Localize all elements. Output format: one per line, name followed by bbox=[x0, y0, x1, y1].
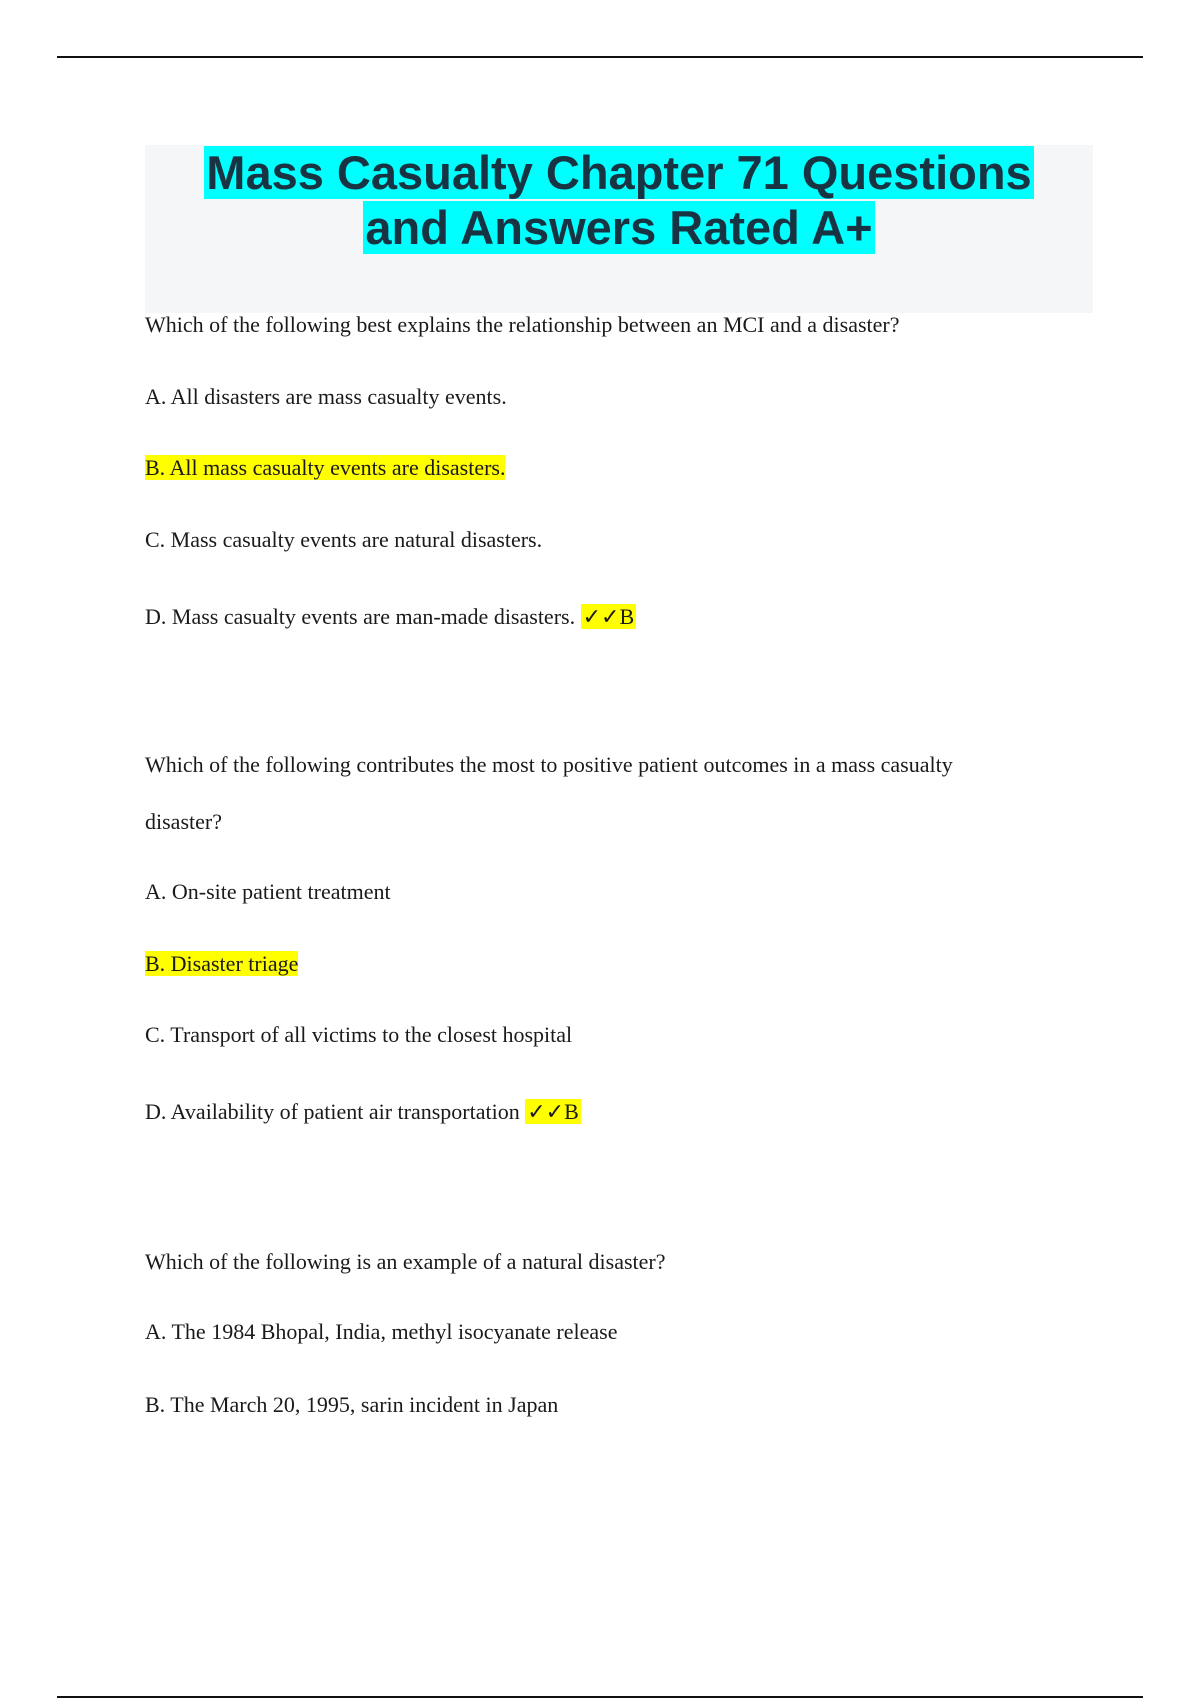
question-1-option-b bbox=[145, 454, 505, 482]
bottom-rule bbox=[57, 1696, 1143, 1698]
double-check-icon: ✓✓ bbox=[582, 605, 620, 630]
document-title bbox=[145, 145, 1093, 255]
answer-letter: B bbox=[564, 1099, 579, 1124]
question-1-option-c: C. Mass casualty events are natural disasters. bbox=[145, 527, 543, 552]
correct-answer-highlight: B. All mass casualty events are disasters. bbox=[145, 455, 506, 480]
question-2-option-a: A. On-site patient treatment bbox=[145, 879, 391, 904]
question-1-option-d bbox=[145, 603, 636, 632]
answer-letter: B bbox=[619, 604, 635, 629]
question-2-prompt-line-2: disaster? bbox=[145, 809, 222, 834]
answer-key bbox=[581, 604, 637, 629]
double-check-icon: ✓✓ bbox=[527, 1100, 565, 1125]
answer-key bbox=[525, 1099, 581, 1124]
title-line-1: Mass Casualty Chapter 71 Questions bbox=[206, 146, 1032, 199]
top-rule bbox=[57, 56, 1143, 58]
question-1-prompt: Which of the following best explains the relationship between an MCI and a disaster? bbox=[145, 312, 900, 337]
question-1-option-a: A. All disasters are mass casualty events. bbox=[145, 384, 507, 409]
question-3-option-a: A. The 1984 Bhopal, India, methyl isocyanate release bbox=[145, 1319, 618, 1344]
question-2-option-c: C. Transport of all victims to the closest hospital bbox=[145, 1022, 573, 1047]
title-line-2: and Answers Rated A+ bbox=[365, 201, 873, 254]
question-3-prompt: Which of the following is an example of a natural disaster? bbox=[145, 1249, 666, 1274]
correct-answer-highlight: B. Disaster triage bbox=[145, 951, 299, 976]
question-2-option-b bbox=[145, 950, 298, 978]
question-2-option-d-text: D. Availability of patient air transportation bbox=[145, 1099, 520, 1124]
question-3-option-b: B. The March 20, 1995, sarin incident in Japan bbox=[145, 1392, 559, 1417]
question-1-option-d-text: D. Mass casualty events are man-made disasters. bbox=[145, 604, 576, 629]
question-2-option-d bbox=[145, 1098, 581, 1127]
question-2-prompt-line-1: Which of the following contributes the most to positive patient outcomes in a mass casualty bbox=[145, 752, 953, 777]
